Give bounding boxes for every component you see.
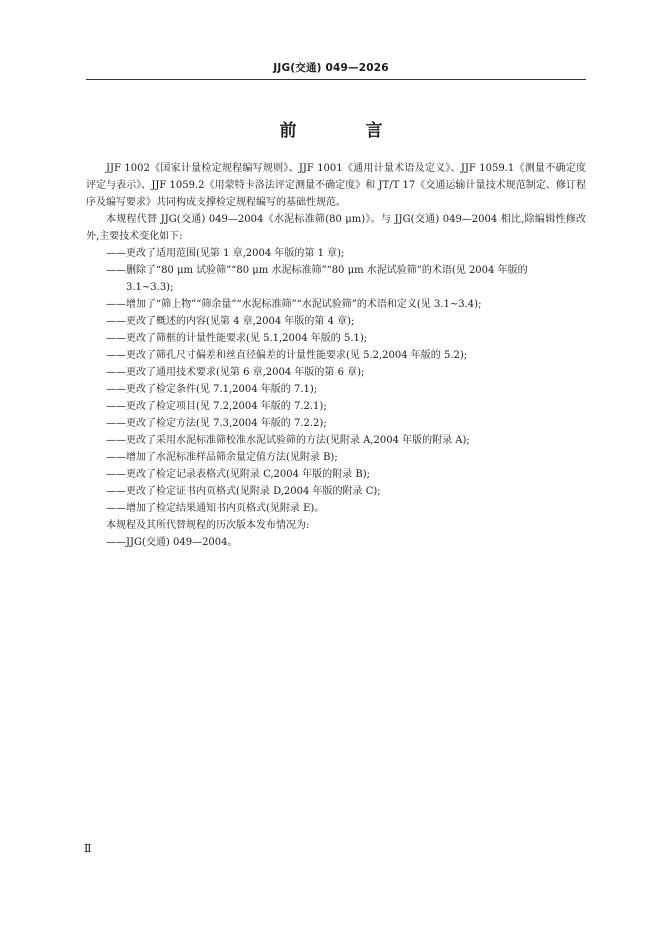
list-item — [86, 466, 586, 483]
list-item — [86, 313, 586, 330]
list-item — [86, 364, 586, 381]
list-item-text: ——更改了筛框的计量性能要求(见 5.1,2004 年版的 5.1); — [106, 333, 368, 344]
list-item — [86, 347, 586, 364]
list-item — [86, 449, 586, 466]
list-item-text: ——删除了“80 μm 试验筛”“80 μm 水泥标准筛”“80 μm 水泥试验筛”的术语(见 2004 年版的 — [106, 265, 528, 276]
list-item-text: ——更改了检定证书内页格式(见附录 D,2004 年版的附录 C); — [106, 486, 381, 497]
list-item — [86, 483, 586, 500]
list-item-continuation: 3.1~3.3); — [126, 282, 174, 293]
page-title: 前 言 — [279, 121, 409, 141]
list-item-text: ——更改了通用技术要求(见第 6 章,2004 年版的第 6 章); — [106, 367, 365, 378]
list-item-text: ——增加了检定结果通知书内页格式(见附录 E)。 — [106, 503, 325, 514]
list-item-text: ——增加了水泥标准样品筛余量定值方法(见附录 B); — [106, 452, 338, 463]
list-item-text: ——更改了采用水泥标准筛校准水泥试验筛的方法(见附录 A,2004 年版的附录 A); — [106, 435, 470, 446]
list-item-text: ——更改了检定方法(见 7.3,2004 年版的 7.2.2); — [106, 418, 327, 429]
list-item — [86, 330, 586, 347]
list-item — [86, 381, 586, 398]
intro-paragraph-2: 本规程代替 JJG(交通) 049—2004《水泥标准筛(80 μm)》。与 JJG(交通) 049—2004 相比,除编辑性修改外,主要技术变化如下: — [86, 214, 586, 242]
list-item-text: ——更改了检定项目(见 7.2,2004 年版的 7.2.1); — [106, 401, 327, 412]
list-item-text: ——更改了适用范围(见第 1 章,2004 年版的第 1 章); — [106, 248, 345, 259]
list-item-text: ——更改了概述的内容(见第 4 章,2004 年版的第 4 章); — [106, 316, 355, 327]
list-item — [86, 432, 586, 449]
list-item-text: ——更改了检定记录表格式(见附录 C,2004 年版的附录 B); — [106, 469, 370, 480]
history-item: ——JJG(交通) 049—2004。 — [106, 537, 238, 548]
changes-list — [86, 245, 586, 517]
list-item — [86, 500, 586, 517]
history-intro: 本规程及其所代替规程的历次版本发布情况为: — [106, 520, 310, 531]
page-number: Ⅱ — [84, 842, 92, 855]
list-item — [86, 415, 586, 432]
list-item-text: ——更改了筛孔尺寸偏差和丝直径偏差的计量性能要求(见 5.2,2004 年版的 5.2); — [106, 350, 468, 361]
list-item — [86, 245, 586, 262]
running-header: JJG(交通) 049—2026 — [273, 62, 389, 74]
intro-paragraph-1: JJF 1002《国家计量检定规程编写规则》、JJF 1001《通用计量术语及定义》、JJF 1059.1《测量不确定度评定与表示》、JJF 1059.2《用蒙特卡洛法评定测量不确定度》和 JT/T 17《交通运输计量技术规范制定、修订程序及编写要求》共同构成支撑检定规程编写的基础性规范。 — [86, 163, 586, 208]
list-item-text: ——增加了“筛上物”“筛余量”“水泥标准筛”“水泥试验筛”的术语和定义(见 3.1~3.4); — [106, 299, 482, 310]
list-item — [86, 398, 586, 415]
header-divider — [86, 79, 586, 80]
list-item-text: ——更改了检定条件(见 7.1,2004 年版的 7.1); — [106, 384, 318, 395]
list-item — [86, 262, 586, 296]
list-item — [86, 296, 586, 313]
foreword-body — [86, 160, 586, 551]
